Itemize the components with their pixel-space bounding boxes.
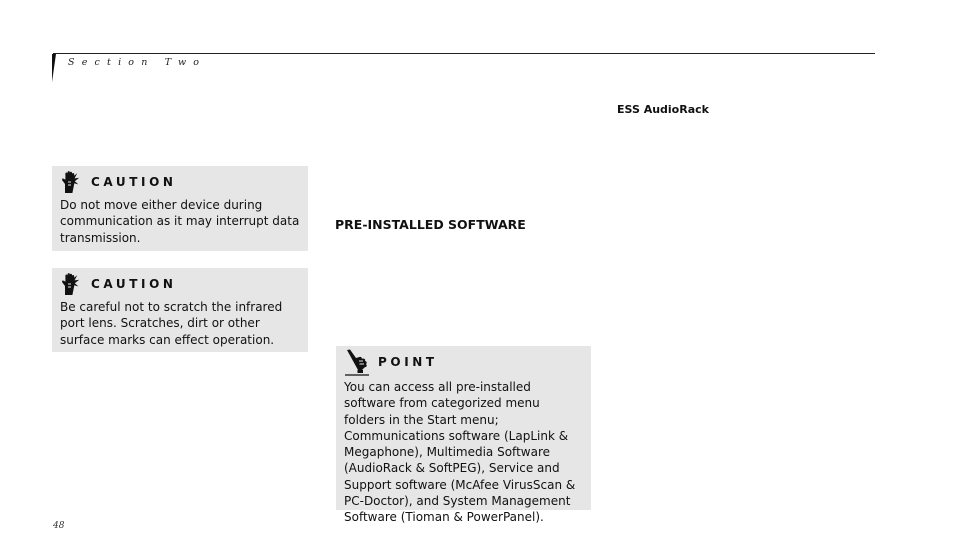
point-text: You can access all pre-installed software from categorized menu folders in the Start menu; Communications software (LapLink & Megaphone), Multimedia Software (AudioRack & SoftPEG), Service and Support software (McAfee VirusScan & PC-Doctor), and System Management Software (Tioman & PowerPanel). xyxy=(344,380,576,525)
pointing-hand-icon xyxy=(344,349,370,376)
main-heading: PRE-INSTALLED SOFTWARE xyxy=(335,217,526,232)
caution-title: CAUTION xyxy=(91,175,177,189)
caution-box-2 xyxy=(52,268,308,352)
point-header xyxy=(344,348,583,376)
page-number: 48 xyxy=(53,521,65,531)
caution-hand-icon xyxy=(60,272,80,296)
caution-text: Do not move either device during communication as it may interrupt data transmission. xyxy=(60,198,300,245)
header-tab-marker xyxy=(52,54,56,82)
section-label: Section Two xyxy=(68,57,207,68)
caution-text: Be careful not to scratch the infrared port lens. Scratches, dirt or other surface marks can effect operation. xyxy=(60,300,283,347)
caution-box-1 xyxy=(52,166,308,251)
point-title: POINT xyxy=(378,355,438,369)
caution-header xyxy=(60,169,300,195)
sidebar-heading: ESS AudioRack xyxy=(617,103,709,116)
caution-title: CAUTION xyxy=(91,277,177,291)
header-rule xyxy=(53,53,875,54)
caution-header xyxy=(60,271,300,297)
point-box xyxy=(336,346,591,525)
caution-hand-icon xyxy=(60,170,80,194)
